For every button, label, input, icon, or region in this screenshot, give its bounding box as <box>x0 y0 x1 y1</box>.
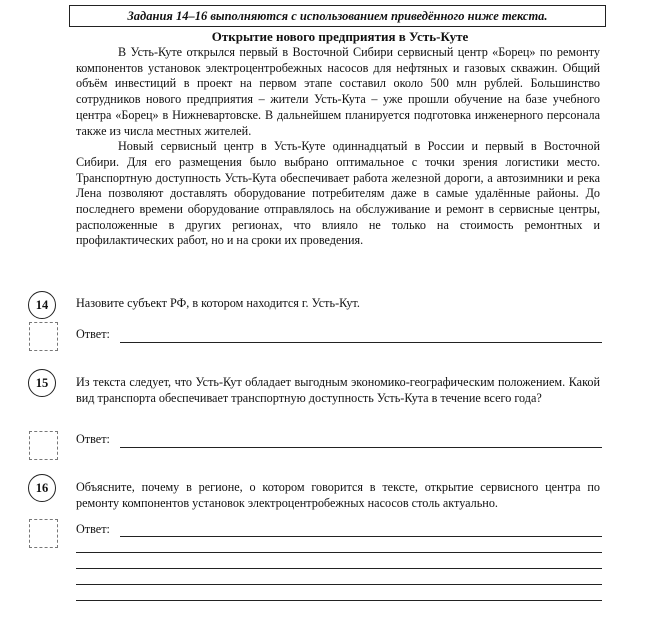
question-16-answer-line-5[interactable] <box>76 600 602 601</box>
article-paragraph-1: В Усть-Куте открылся первый в Восточной Сибири сервисный центр «Борец» по ремонту компонентов установок электроцентробежных насосов для нефтяных и газовых скважин. Общий объём инвестиций в проект на первом этапе составил около 500 млн рублей. Большинство сотрудников нового предприятия – жители Усть-Кута – уже прошли обучение на базе учебного центра «Борец» в Нижневартовске. В дальнейшем планируется подготовка инженерного персонала также из числа местных жителей. <box>76 45 600 138</box>
question-16-answer-line-4[interactable] <box>76 584 602 585</box>
question-14-answer-line[interactable] <box>120 342 602 343</box>
instructions-header <box>69 5 606 27</box>
question-16-text: Объясните, почему в регионе, о котором говорится в тексте, открытие сервисного центра по ремонту компонентов установок электроцентробежных насосов столь актуально. <box>76 480 600 510</box>
question-16-answer-line-3[interactable] <box>76 568 602 569</box>
instructions-header-text: Задания 14–16 выполняются с использованием приведённого ниже текста. <box>127 8 548 23</box>
question-16-number: 16 <box>28 474 56 502</box>
question-16-answer-box[interactable] <box>29 519 58 548</box>
question-14-text: Назовите субъект РФ, в котором находится г. Усть-Кут. <box>76 296 360 310</box>
question-16-answer-line-1[interactable] <box>120 536 602 537</box>
question-15-number: 15 <box>28 369 56 397</box>
question-15-answer-box[interactable] <box>29 431 58 460</box>
question-15-answer-label: Ответ: <box>76 432 110 446</box>
question-16-answer-label: Ответ: <box>76 522 110 536</box>
question-15-text: Из текста следует, что Усть-Кут обладает выгодным экономико-географическим положением. Какой вид транспорта обеспечивает транспортную доступность Усть-Кута в течение всего года? <box>76 375 600 405</box>
question-15-answer-line[interactable] <box>120 447 602 448</box>
question-14-number: 14 <box>28 291 56 319</box>
text-title: Открытие нового предприятия в Усть-Куте <box>211 29 469 44</box>
article-paragraph-2: Новый сервисный центр в Усть-Куте одиннадцатый в России и первый в Восточной Сибири. Для его размещения было выбрано оптимальное с точки зрения логистики место. Транспортную доступность Усть-Кута обеспечивает работа железной дороги, а автозимники и река Лена позволяют доставлять оборудование потребителям даже в самые удалённые районы. До последнего времени оборудование отправлялось на обслуживание и ремонт в сервисные центры, расположенные в других регионах, что влияло не только на стоимость ремонтных и профилактических работ, но и на сроки их проведения. <box>76 139 600 248</box>
question-16-answer-line-2[interactable] <box>76 552 602 553</box>
question-14-answer-box[interactable] <box>29 322 58 351</box>
article-text <box>76 45 600 249</box>
question-14-answer-label: Ответ: <box>76 327 110 341</box>
